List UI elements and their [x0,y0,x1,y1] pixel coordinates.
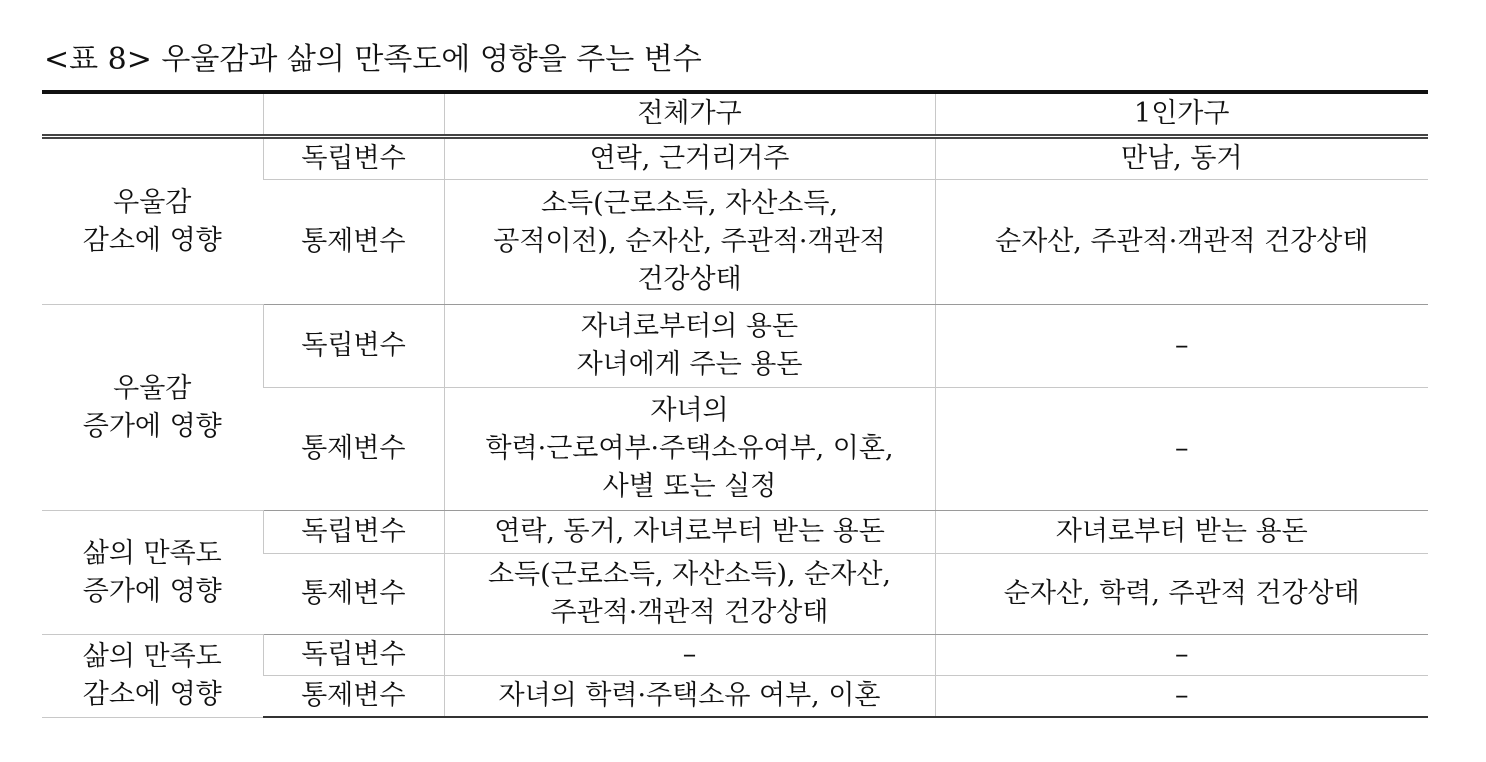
table-row [42,305,1428,388]
variables-table [42,90,1428,718]
table-row [42,635,1428,676]
header-all-households: 전체가구 [444,92,935,137]
single-households-cell: – [935,635,1428,676]
group-label: 삶의 만족도 감소에 영향 [42,635,263,718]
variable-type: 통제변수 [263,676,444,718]
table-header-row [42,92,1428,137]
variable-type: 통제변수 [263,554,444,635]
all-households-cell: 자녀의 학력·근로여부·주택소유여부, 이혼, 사별 또는 실정 [444,388,935,511]
table-row [42,511,1428,554]
header-empty-cell [263,92,444,137]
group-label: 우울감 감소에 영향 [42,137,263,305]
all-households-cell: 소득(근로소득, 자산소득, 공적이전), 순자산, 주관적·객관적 건강상태 [444,180,935,305]
single-households-cell: – [935,676,1428,718]
all-households-cell: 연락, 근거리거주 [444,137,935,180]
all-households-cell: 소득(근로소득, 자산소득), 순자산, 주관적·객관적 건강상태 [444,554,935,635]
variable-type: 독립변수 [263,305,444,388]
header-single-households: 1인가구 [935,92,1428,137]
table-row [42,137,1428,180]
variable-type: 독립변수 [263,511,444,554]
single-households-cell: 자녀로부터 받는 용돈 [935,511,1428,554]
variable-type: 독립변수 [263,137,444,180]
group-label: 우울감 증가에 영향 [42,305,263,511]
header-empty-cell [42,92,263,137]
group-label: 삶의 만족도 증가에 영향 [42,511,263,635]
variable-type: 독립변수 [263,635,444,676]
single-households-cell: – [935,305,1428,388]
all-households-cell: 자녀의 학력·주택소유 여부, 이혼 [444,676,935,718]
table-caption: <표 8> 우울감과 삶의 만족도에 영향을 주는 변수 [44,42,702,77]
all-households-cell: 연락, 동거, 자녀로부터 받는 용돈 [444,511,935,554]
single-households-cell: 순자산, 주관적·객관적 건강상태 [935,180,1428,305]
single-households-cell: – [935,388,1428,511]
variable-type: 통제변수 [263,180,444,305]
single-households-cell: 만남, 동거 [935,137,1428,180]
single-households-cell: 순자산, 학력, 주관적 건강상태 [935,554,1428,635]
variable-type: 통제변수 [263,388,444,511]
all-households-cell: 자녀로부터의 용돈 자녀에게 주는 용돈 [444,305,935,388]
all-households-cell: – [444,635,935,676]
